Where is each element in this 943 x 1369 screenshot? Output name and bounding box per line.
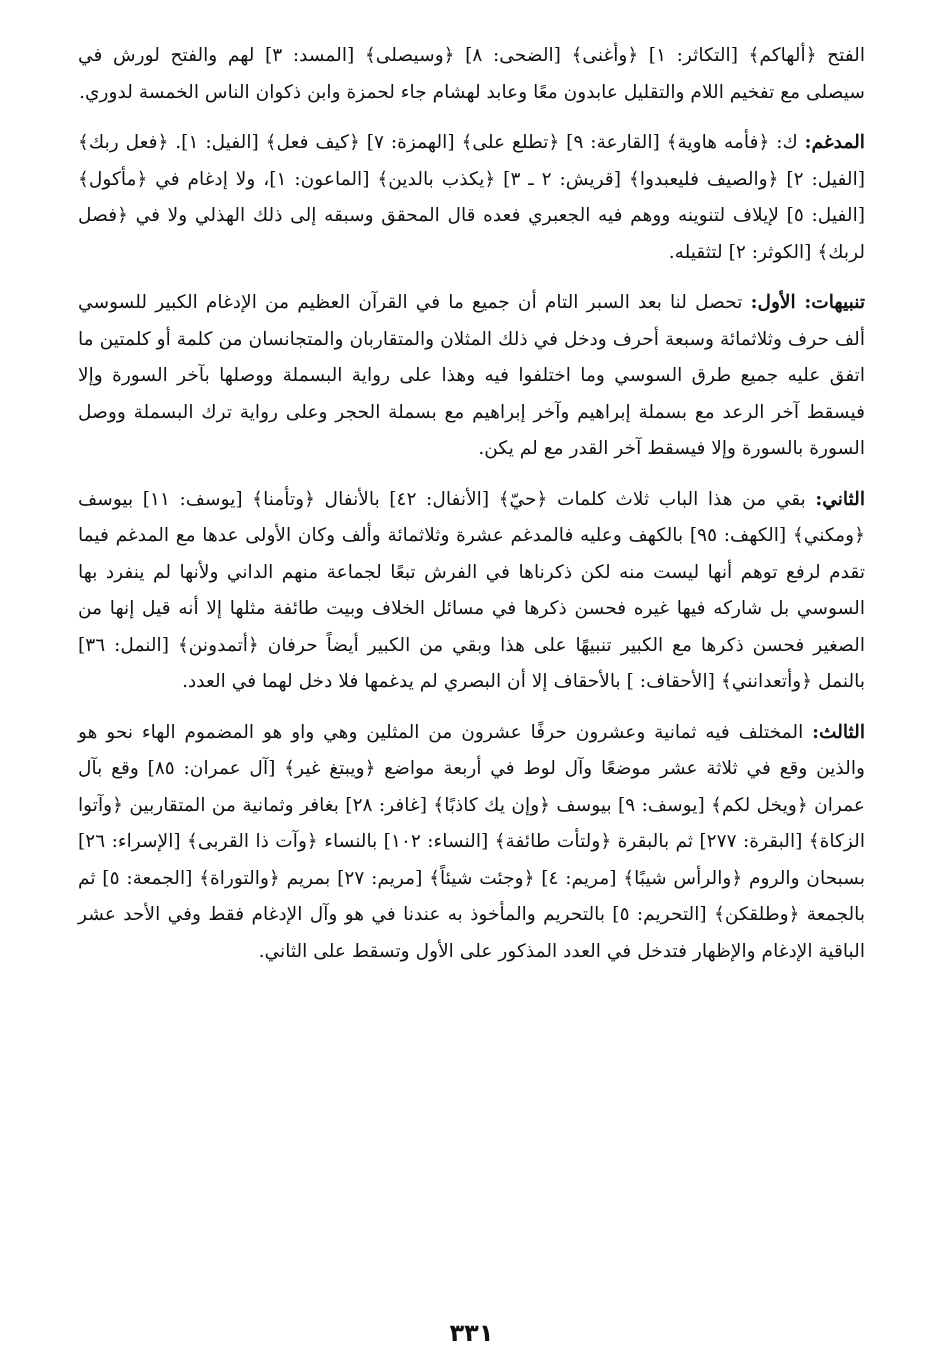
paragraph-lead: المدغم:	[804, 132, 865, 153]
paragraph-text: الفتح ﴿ألهاكم﴾ [التكاثر: ١] ﴿وأغنى﴾ [الضحى: ٨] ﴿وسيصلى﴾ [المسد: ٣] لهم والفتح لورش في سيصلى مع تفخيم اللام والتقليل عابدون معًا وعابد لهشام جاء لحمزة وابن ذكوان الناس الخمسة لدوري.	[78, 45, 865, 103]
paragraph-lead: الثاني:	[815, 488, 865, 510]
paragraph-text: المختلف فيه ثمانية وعشرون حرفًا عشرون من المثلين وهي واو هو المضموم الهاء نحو هو والذين وقع في ثلاثة عشر موضعًا وآل لوط في أربعة مواضع ﴿ويبتغ غير﴾ [آل عمران: ٨٥] وقع بآل عمران ﴿ويخل لكم﴾ [يوسف: ٩] بيوسف ﴿وإن يك كاذبًا﴾ [غافر: ٢٨] بغافر وثمانية من المتقاربين ﴿وآتوا الزكاة﴾ [البقرة: ٢٧٧] ثم بالبقرة ﴿ولتأت طائفة﴾ [النساء: ١٠٢] بالنساء ﴿وآت ذا القربى﴾ [الإسراء: ٢٦] بسبحان والروم ﴿والرأس شيبًا﴾ [مريم: ٤] ﴿وجئت شيئاً﴾ [مريم: ٢٧] بمريم ﴿والتوراة﴾ [الجمعة: ٥] ثم بالجمعة ﴿وطلقكن﴾ [التحريم: ٥] بالتحريم والمأخوذ به عندنا في هو وآل الإدغام فقط وفي الأحد عشر الباقية الإدغام والإظهار فتدخل في العدد المذكور على الأول وتسقط على الثاني.	[78, 721, 866, 962]
paragraph-lead: تنبيهات: الأول:	[750, 292, 865, 313]
paragraph-2	[78, 125, 865, 271]
paragraph-3	[78, 285, 865, 468]
paragraph-lead: الثالث:	[812, 721, 865, 743]
page-body	[78, 38, 865, 1309]
paragraph-1	[78, 38, 865, 111]
paragraph-4	[78, 482, 865, 701]
paragraph-5	[78, 715, 865, 971]
paragraph-text: تحصل لنا بعد السبر التام أن جميع ما في القرآن العظيم من الإدغام الكبير للسوسي ألف حرف وثلاثمائة وسبعة أحرف ودخل في ذلك المثلان والمتقاربان والمتجانسان من كلمة أو كلمتين ما اتفق عليه جميع طرق السوسي وما اختلفوا فيه وهذا على رواية البسملة ووصلها بآخر السورة وإلا فيسقط آخر الرعد مع بسملة إبراهيم وآخر إبراهيم مع بسملة الحجر وعلى رواية ترك البسملة ووصل السورة بالسورة وإلا فيسقط آخر القدر مع لم يكن.	[78, 292, 865, 459]
page-number: ٣٣١	[449, 1319, 494, 1347]
paragraph-text: بقي من هذا الباب ثلاث كلمات ﴿حيّ﴾ [الأنفال: ٤٢] بالأنفال ﴿وتأمنا﴾ [يوسف: ١١] بيوسف ﴿ومكني﴾ [الكهف: ٩٥] بالكهف وعليه فالمدغم عشرة وثلاثمائة وألف وكان الأولى عدها مع المدغم فيما تقدم لرفع توهم أنها ليست منه لكن ذكرناها في الفرش تبعًا لجماعة منهم الداني ولأنها لم ينفرد بها السوسي بل شاركه فيها غيره فحسن ذكرها في مسائل الخلاف وبيت طائفة مثلها إلا أنه قيل إنها من الصغير فحسن ذكرها مع الكبير تنبيهًا على هذا وبقي من الكبير أيضاً حرفان ﴿أتمدونن﴾ [النمل: ٣٦] بالنمل ﴿وأتعدانني﴾ [الأحقاف: ] بالأحقاف إلا أن البصري لم يدغمها فلا دخل لهما في العدد.	[78, 488, 865, 692]
paragraph-text: ك: ﴿فأمه هاوية﴾ [القارعة: ٩] ﴿تطلع على﴾ [الهمزة: ٧] ﴿كيف فعل﴾ [الفيل: ١]. ﴿فعل ربك﴾ [الفيل: ٢] ﴿والصيف فليعبدوا﴾ [قريش: ٢ ـ ٣] ﴿يكذب بالدين﴾ [الماعون: ١]، ولا إدغام في ﴿مأكول﴾ [الفيل: ٥] لإيلاف لتنوينه ووهم فيه الجعبري فعده قال المحقق وسبقه إلى ذلك الهذلي ولا في ﴿فصل لربك﴾ [الكوثر: ٢] لتثقيله.	[78, 132, 865, 263]
